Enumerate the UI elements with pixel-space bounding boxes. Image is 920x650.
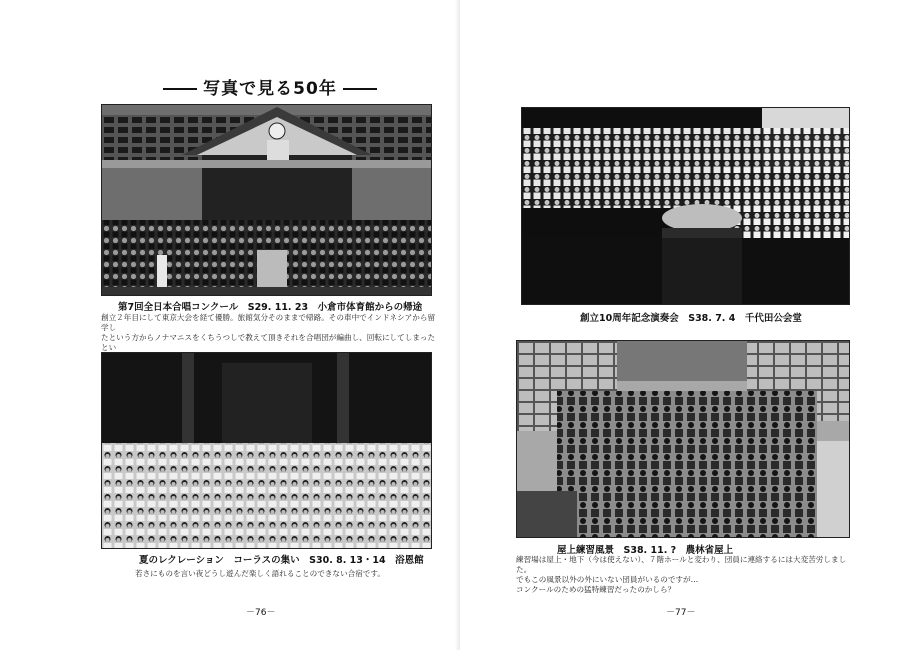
- photo-convention-group: [101, 104, 432, 296]
- right-page: [460, 0, 920, 650]
- photo-summer-retreat: [101, 352, 432, 549]
- photo3-caption: 創立10周年記念演奏会 S38. 7. 4 千代田公会堂: [580, 313, 802, 324]
- title-text: 写真で見る50年: [203, 79, 337, 99]
- photo1-caption: 第7回全日本合唱コンクール S29. 11. 23 小倉市体育館からの帰途: [118, 302, 423, 313]
- description-line: 創立２年目にして東京大会を経て優勝。旅館気分そのままで帰路。その車中でインドネシアから留学し: [101, 313, 436, 332]
- page-title: [150, 74, 390, 99]
- description-line: たという方からノナマニスをくちうつしで教えて頂きそれを合唱団が編曲し、回転にしてしまったとい: [101, 333, 436, 352]
- description-line: でもこの風景以外の外にいない団員がいるのですが…: [516, 575, 699, 584]
- title-rule-left: [163, 88, 197, 90]
- title-rule-right: [343, 88, 377, 90]
- description-line: 練習場は屋上・地下（今は使えない）、７階ホールと変わり、団員に連絡するには大変苦労しました。: [516, 555, 847, 574]
- photo-rooftop-practice: [516, 340, 850, 538]
- photo4-caption: 屋上練習風景 S38. 11. ? 農林省屋上: [557, 545, 734, 556]
- photo-anniversary-concert: [521, 107, 850, 305]
- description-line: コンクールのための猛特練習だったのかしら？: [516, 585, 676, 594]
- page-number-right: －77－: [666, 608, 696, 618]
- page-number-left: －76－: [246, 608, 276, 618]
- photo2-caption: 夏のレクレーション コーラスの集い S30. 8. 13・14 浴恩館: [139, 555, 424, 566]
- photo2-description: 若さにものを言い夜どうし遊んだ楽しく語れることのできない合宿です。: [135, 569, 385, 578]
- photo4-description: [516, 555, 861, 595]
